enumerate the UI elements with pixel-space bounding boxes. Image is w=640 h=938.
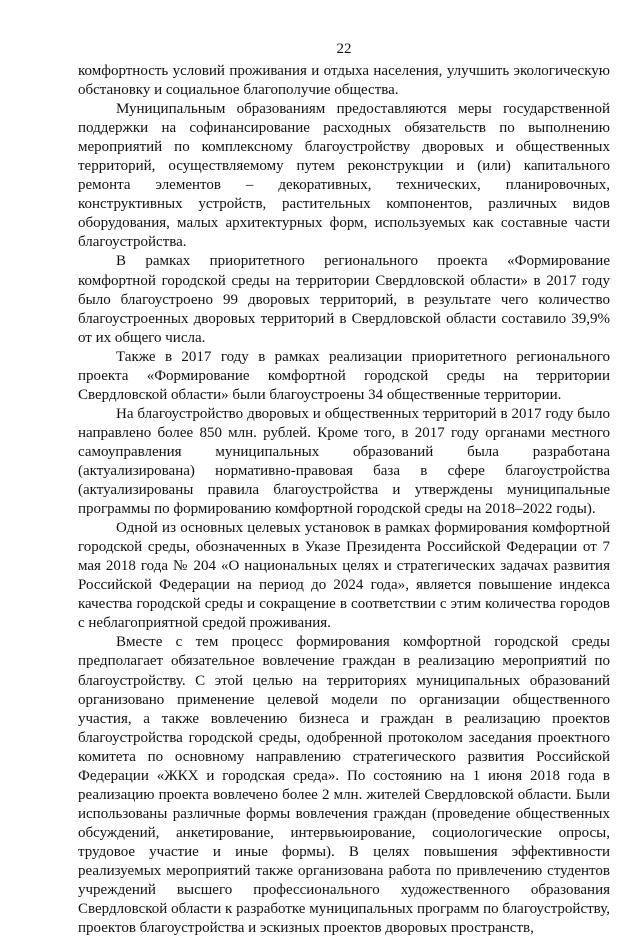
document-page	[78, 40, 610, 938]
paragraph-national-goals: Одной из основных целевых установок в рамках формирования комфортной городской среды, обозначенных в Указе Президента Российской Федерации от 7 мая 2018 года № 204 «О национальных целях и стратегических задачах развития Российской Федерации на период до 2024 года», является повышение индекса качества городской среды и сокращение в соответствии с этим количества городов с неблагоприятной средой проживания.	[78, 520, 610, 632]
paragraph-funding: На благоустройство дворовых и общественных территорий в 2017 году было направлено более 850 млн. рублей. Кроме того, в 2017 году органами местного самоуправления муниципальных образований была разработана (актуализирована) нормативно-правовая база в сфере благоустройства (актуализированы правила благоустройства и утверждены муниципальные программы по формированию комфортной городской среды на 2018–2022 годы).	[78, 405, 610, 518]
paragraph-public-territories: Также в 2017 году в рамках реализации приоритетного регионального проекта «Формирование комфортной городской среды на территории Свердловской области» были благоустроены 34 общественные территории.	[78, 348, 610, 403]
page-number: 22	[336, 41, 352, 57]
body-text	[78, 62, 610, 938]
paragraph-citizen-involvement: Вместе с тем процесс формирования комфортной городской среды предполагает обязательное вовлечение граждан в реализацию мероприятий по благоустройству. С этой целью на территориях муниципальных образований организовано применение целевой модели по организации общественного участия, а также вовлечению бизнеса и граждан в реализацию проектов благоустройства городской среды, одобренной протоколом заседания проектного комитета по основному направлению стратегического развития Российской Федерации «ЖКХ и городская среда». По состоянию на 1 июня 2018 года в реализацию проекта вовлечено более 2 млн. жителей Свердловской области. Были использованы различные формы вовлечения граждан (проведение общественных обсуждений, анкетирование, интервьюирование, социологические опросы, трудовое участие и иные формы). В целях повышения эффективности реализуемых мероприятий также организована работа по привлечению студентов учреждений высшего профессионального художественного образования Свердловской области к разработке муниципальных программ по благоустройству, проектов благоустройства и эскизных проектов дворовых пространств,	[78, 634, 610, 937]
paragraph-state-support: Муниципальным образованиям предоставляются меры государственной поддержки на софинансирование расходных обязательств по выполнению мероприятий по комплексному благоустройству дворовых и общественных территорий, осуществляемому путем реконструкции и (или) капитального ремонта элементов – декоративных, технических, планировочных, конструктивных устройств, растительных компонентов, различных видов оборудования, малых архитектурных форм, используемых как составные части благоустройства.	[78, 101, 610, 251]
paragraph-continued: комфортность условий проживания и отдыха населения, улучшить экологическую обстановку и социальное благополучие общества.	[78, 63, 610, 99]
paragraph-regional-project-2017: В рамках приоритетного регионального проекта «Формирование комфортной городской среды на территории Свердловской области» в 2017 году было благоустроено 99 дворовых территорий, в результате чего количество благоустроенных дворовых территорий в Свердловской области составило 39,9% от их общего числа.	[78, 253, 610, 346]
